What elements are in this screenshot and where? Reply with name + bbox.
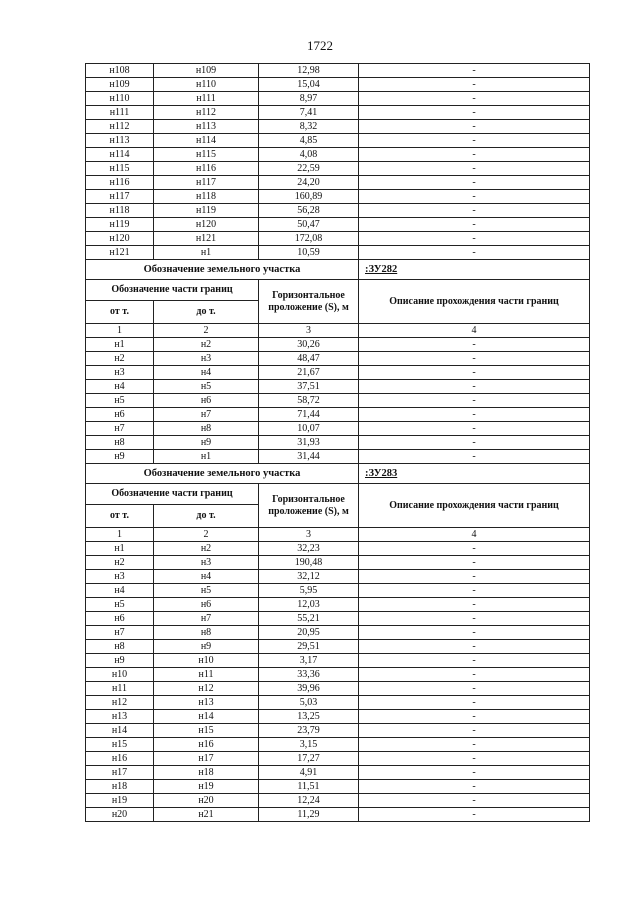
description-cell: - <box>359 408 590 422</box>
distance-cell: 20,95 <box>259 626 359 640</box>
to-point-cell: н1 <box>154 450 259 464</box>
to-point-cell: н4 <box>154 570 259 584</box>
description-cell: - <box>359 148 590 162</box>
description-cell: - <box>359 134 590 148</box>
from-point-cell: н8 <box>86 436 154 450</box>
from-point-cell: н18 <box>86 780 154 794</box>
table-row <box>86 204 590 218</box>
column-header-row <box>86 280 590 301</box>
from-point-cell: н9 <box>86 450 154 464</box>
table-row <box>86 780 590 794</box>
description-cell: - <box>359 640 590 654</box>
to-point-cell: н19 <box>154 780 259 794</box>
distance-cell: 8,97 <box>259 92 359 106</box>
description-cell: - <box>359 450 590 464</box>
to-point-cell: н119 <box>154 204 259 218</box>
table-row <box>86 338 590 352</box>
distance-cell: 22,59 <box>259 162 359 176</box>
column-number: 4 <box>359 528 590 542</box>
table-row <box>86 148 590 162</box>
distance-cell: 8,32 <box>259 120 359 134</box>
table-row <box>86 752 590 766</box>
table-row <box>86 394 590 408</box>
boundary-table <box>85 63 590 822</box>
table-row <box>86 794 590 808</box>
column-number: 2 <box>154 528 259 542</box>
table-row <box>86 190 590 204</box>
description-cell: - <box>359 626 590 640</box>
to-point-cell: н7 <box>154 408 259 422</box>
description-cell: - <box>359 654 590 668</box>
plot-code: :ЗУ282 <box>359 260 590 280</box>
from-point-cell: н6 <box>86 408 154 422</box>
from-point-cell: н2 <box>86 556 154 570</box>
to-point-cell: н9 <box>154 436 259 450</box>
to-point-cell: н116 <box>154 162 259 176</box>
from-point-cell: н115 <box>86 162 154 176</box>
distance-cell: 21,67 <box>259 366 359 380</box>
table-row <box>86 366 590 380</box>
to-point-cell: н109 <box>154 64 259 78</box>
to-point-cell: н5 <box>154 584 259 598</box>
to-point-cell: н3 <box>154 556 259 570</box>
table-row <box>86 696 590 710</box>
part-header: Обозначение части границ <box>86 484 259 505</box>
distance-cell: 17,27 <box>259 752 359 766</box>
table-row <box>86 450 590 464</box>
description-cell: - <box>359 338 590 352</box>
plot-designation-row <box>86 260 590 280</box>
to-point-cell: н14 <box>154 710 259 724</box>
description-cell: - <box>359 366 590 380</box>
from-point-cell: н4 <box>86 380 154 394</box>
from-point-cell: н8 <box>86 640 154 654</box>
description-cell: - <box>359 612 590 626</box>
table-row <box>86 436 590 450</box>
distance-cell: 32,12 <box>259 570 359 584</box>
description-cell: - <box>359 436 590 450</box>
to-point-cell: н2 <box>154 542 259 556</box>
distance-cell: 31,44 <box>259 450 359 464</box>
from-point-cell: н120 <box>86 232 154 246</box>
from-point-cell: н119 <box>86 218 154 232</box>
to-point-cell: н16 <box>154 738 259 752</box>
distance-cell: 4,91 <box>259 766 359 780</box>
from-point-cell: н9 <box>86 654 154 668</box>
from-point-cell: н116 <box>86 176 154 190</box>
to-point-cell: н9 <box>154 640 259 654</box>
description-cell: - <box>359 106 590 120</box>
distance-cell: 13,25 <box>259 710 359 724</box>
description-cell: - <box>359 162 590 176</box>
distance-cell: 33,36 <box>259 668 359 682</box>
distance-cell: 15,04 <box>259 78 359 92</box>
table-row <box>86 766 590 780</box>
description-cell: - <box>359 92 590 106</box>
table-row <box>86 724 590 738</box>
table-row <box>86 218 590 232</box>
description-cell: - <box>359 780 590 794</box>
column-number: 3 <box>259 324 359 338</box>
from-point-cell: н11 <box>86 682 154 696</box>
column-number: 2 <box>154 324 259 338</box>
table-row <box>86 738 590 752</box>
to-point-cell: н8 <box>154 626 259 640</box>
from-header: от т. <box>86 505 154 528</box>
description-cell: - <box>359 710 590 724</box>
distance-cell: 5,03 <box>259 696 359 710</box>
distance-cell: 48,47 <box>259 352 359 366</box>
part-header: Обозначение части границ <box>86 280 259 301</box>
boundary-table-body <box>86 64 590 822</box>
table-row <box>86 542 590 556</box>
horizontal-header: Горизонтальное проложение (S), м <box>259 484 359 528</box>
to-point-cell: н3 <box>154 352 259 366</box>
distance-cell: 71,44 <box>259 408 359 422</box>
table-row <box>86 808 590 822</box>
distance-cell: 7,41 <box>259 106 359 120</box>
distance-cell: 10,59 <box>259 246 359 260</box>
description-header: Описание прохождения части границ <box>359 484 590 528</box>
table-row <box>86 380 590 394</box>
description-cell: - <box>359 668 590 682</box>
column-number: 4 <box>359 324 590 338</box>
column-number: 1 <box>86 324 154 338</box>
to-point-cell: н5 <box>154 380 259 394</box>
from-point-cell: н4 <box>86 584 154 598</box>
description-cell: - <box>359 808 590 822</box>
distance-cell: 4,08 <box>259 148 359 162</box>
description-cell: - <box>359 422 590 436</box>
distance-cell: 11,29 <box>259 808 359 822</box>
from-point-cell: н3 <box>86 366 154 380</box>
distance-cell: 5,95 <box>259 584 359 598</box>
description-cell: - <box>359 598 590 612</box>
description-cell: - <box>359 64 590 78</box>
distance-cell: 4,85 <box>259 134 359 148</box>
description-cell: - <box>359 584 590 598</box>
description-cell: - <box>359 380 590 394</box>
to-point-cell: н113 <box>154 120 259 134</box>
table-row <box>86 120 590 134</box>
table-row <box>86 134 590 148</box>
to-point-cell: н15 <box>154 724 259 738</box>
to-point-cell: н2 <box>154 338 259 352</box>
to-point-cell: н121 <box>154 232 259 246</box>
description-cell: - <box>359 556 590 570</box>
distance-cell: 55,21 <box>259 612 359 626</box>
description-cell: - <box>359 120 590 134</box>
from-point-cell: н5 <box>86 598 154 612</box>
description-cell: - <box>359 724 590 738</box>
from-point-cell: н111 <box>86 106 154 120</box>
from-point-cell: н16 <box>86 752 154 766</box>
to-point-cell: н120 <box>154 218 259 232</box>
table-row <box>86 598 590 612</box>
distance-cell: 10,07 <box>259 422 359 436</box>
to-point-cell: н18 <box>154 766 259 780</box>
from-point-cell: н20 <box>86 808 154 822</box>
plot-designation-label: Обозначение земельного участка <box>86 464 359 484</box>
from-point-cell: н12 <box>86 696 154 710</box>
from-point-cell: н5 <box>86 394 154 408</box>
table-row <box>86 246 590 260</box>
from-header: от т. <box>86 301 154 324</box>
to-point-cell: н17 <box>154 752 259 766</box>
to-point-cell: н4 <box>154 366 259 380</box>
table-row <box>86 556 590 570</box>
distance-cell: 12,24 <box>259 794 359 808</box>
from-point-cell: н7 <box>86 626 154 640</box>
distance-cell: 24,20 <box>259 176 359 190</box>
description-cell: - <box>359 78 590 92</box>
distance-cell: 58,72 <box>259 394 359 408</box>
from-point-cell: н109 <box>86 78 154 92</box>
table-row <box>86 106 590 120</box>
distance-cell: 190,48 <box>259 556 359 570</box>
from-point-cell: н17 <box>86 766 154 780</box>
table-row <box>86 422 590 436</box>
distance-cell: 12,98 <box>259 64 359 78</box>
distance-cell: 3,15 <box>259 738 359 752</box>
description-cell: - <box>359 542 590 556</box>
column-number: 1 <box>86 528 154 542</box>
table-row <box>86 682 590 696</box>
plot-designation-row <box>86 464 590 484</box>
description-header: Описание прохождения части границ <box>359 280 590 324</box>
to-point-cell: н112 <box>154 106 259 120</box>
table-row <box>86 612 590 626</box>
to-point-cell: н12 <box>154 682 259 696</box>
to-point-cell: н11 <box>154 668 259 682</box>
distance-cell: 172,08 <box>259 232 359 246</box>
to-point-cell: н8 <box>154 422 259 436</box>
from-point-cell: н3 <box>86 570 154 584</box>
from-point-cell: н1 <box>86 542 154 556</box>
from-point-cell: н121 <box>86 246 154 260</box>
column-number-row <box>86 324 590 338</box>
table-row <box>86 584 590 598</box>
description-cell: - <box>359 570 590 584</box>
description-cell: - <box>359 176 590 190</box>
description-cell: - <box>359 246 590 260</box>
to-point-cell: н110 <box>154 78 259 92</box>
to-header: до т. <box>154 505 259 528</box>
description-cell: - <box>359 738 590 752</box>
from-point-cell: н15 <box>86 738 154 752</box>
to-point-cell: н10 <box>154 654 259 668</box>
table-row <box>86 626 590 640</box>
plot-code: :ЗУ283 <box>359 464 590 484</box>
from-point-cell: н19 <box>86 794 154 808</box>
table-row <box>86 408 590 422</box>
from-point-cell: н6 <box>86 612 154 626</box>
distance-cell: 31,93 <box>259 436 359 450</box>
description-cell: - <box>359 766 590 780</box>
distance-cell: 32,23 <box>259 542 359 556</box>
description-cell: - <box>359 394 590 408</box>
distance-cell: 56,28 <box>259 204 359 218</box>
to-point-cell: н21 <box>154 808 259 822</box>
to-point-cell: н6 <box>154 394 259 408</box>
description-cell: - <box>359 682 590 696</box>
description-cell: - <box>359 190 590 204</box>
horizontal-header: Горизонтальное проложение (S), м <box>259 280 359 324</box>
table-row <box>86 654 590 668</box>
distance-cell: 12,03 <box>259 598 359 612</box>
from-point-cell: н117 <box>86 190 154 204</box>
table-row <box>86 64 590 78</box>
from-point-cell: н113 <box>86 134 154 148</box>
description-cell: - <box>359 218 590 232</box>
description-cell: - <box>359 204 590 218</box>
distance-cell: 30,26 <box>259 338 359 352</box>
column-number-row <box>86 528 590 542</box>
table-row <box>86 570 590 584</box>
to-point-cell: н7 <box>154 612 259 626</box>
to-point-cell: н6 <box>154 598 259 612</box>
table-row <box>86 352 590 366</box>
from-point-cell: н112 <box>86 120 154 134</box>
to-point-cell: н118 <box>154 190 259 204</box>
plot-designation-label: Обозначение земельного участка <box>86 260 359 280</box>
from-point-cell: н118 <box>86 204 154 218</box>
description-cell: - <box>359 352 590 366</box>
page-number: 1722 <box>307 38 333 53</box>
to-point-cell: н115 <box>154 148 259 162</box>
column-header-row <box>86 484 590 505</box>
to-header: до т. <box>154 301 259 324</box>
distance-cell: 23,79 <box>259 724 359 738</box>
distance-cell: 50,47 <box>259 218 359 232</box>
distance-cell: 37,51 <box>259 380 359 394</box>
table-row <box>86 668 590 682</box>
table-row <box>86 92 590 106</box>
to-point-cell: н114 <box>154 134 259 148</box>
from-point-cell: н14 <box>86 724 154 738</box>
table-row <box>86 640 590 654</box>
table-row <box>86 710 590 724</box>
to-point-cell: н20 <box>154 794 259 808</box>
to-point-cell: н117 <box>154 176 259 190</box>
table-row <box>86 176 590 190</box>
distance-cell: 3,17 <box>259 654 359 668</box>
from-point-cell: н7 <box>86 422 154 436</box>
from-point-cell: н110 <box>86 92 154 106</box>
from-point-cell: н1 <box>86 338 154 352</box>
description-cell: - <box>359 752 590 766</box>
description-cell: - <box>359 794 590 808</box>
to-point-cell: н13 <box>154 696 259 710</box>
description-cell: - <box>359 696 590 710</box>
description-cell: - <box>359 232 590 246</box>
from-point-cell: н108 <box>86 64 154 78</box>
table-row <box>86 162 590 176</box>
to-point-cell: н111 <box>154 92 259 106</box>
distance-cell: 29,51 <box>259 640 359 654</box>
column-number: 3 <box>259 528 359 542</box>
table-row <box>86 78 590 92</box>
to-point-cell: н1 <box>154 246 259 260</box>
distance-cell: 11,51 <box>259 780 359 794</box>
table-row <box>86 232 590 246</box>
from-point-cell: н114 <box>86 148 154 162</box>
distance-cell: 160,89 <box>259 190 359 204</box>
distance-cell: 39,96 <box>259 682 359 696</box>
from-point-cell: н10 <box>86 668 154 682</box>
from-point-cell: н2 <box>86 352 154 366</box>
from-point-cell: н13 <box>86 710 154 724</box>
